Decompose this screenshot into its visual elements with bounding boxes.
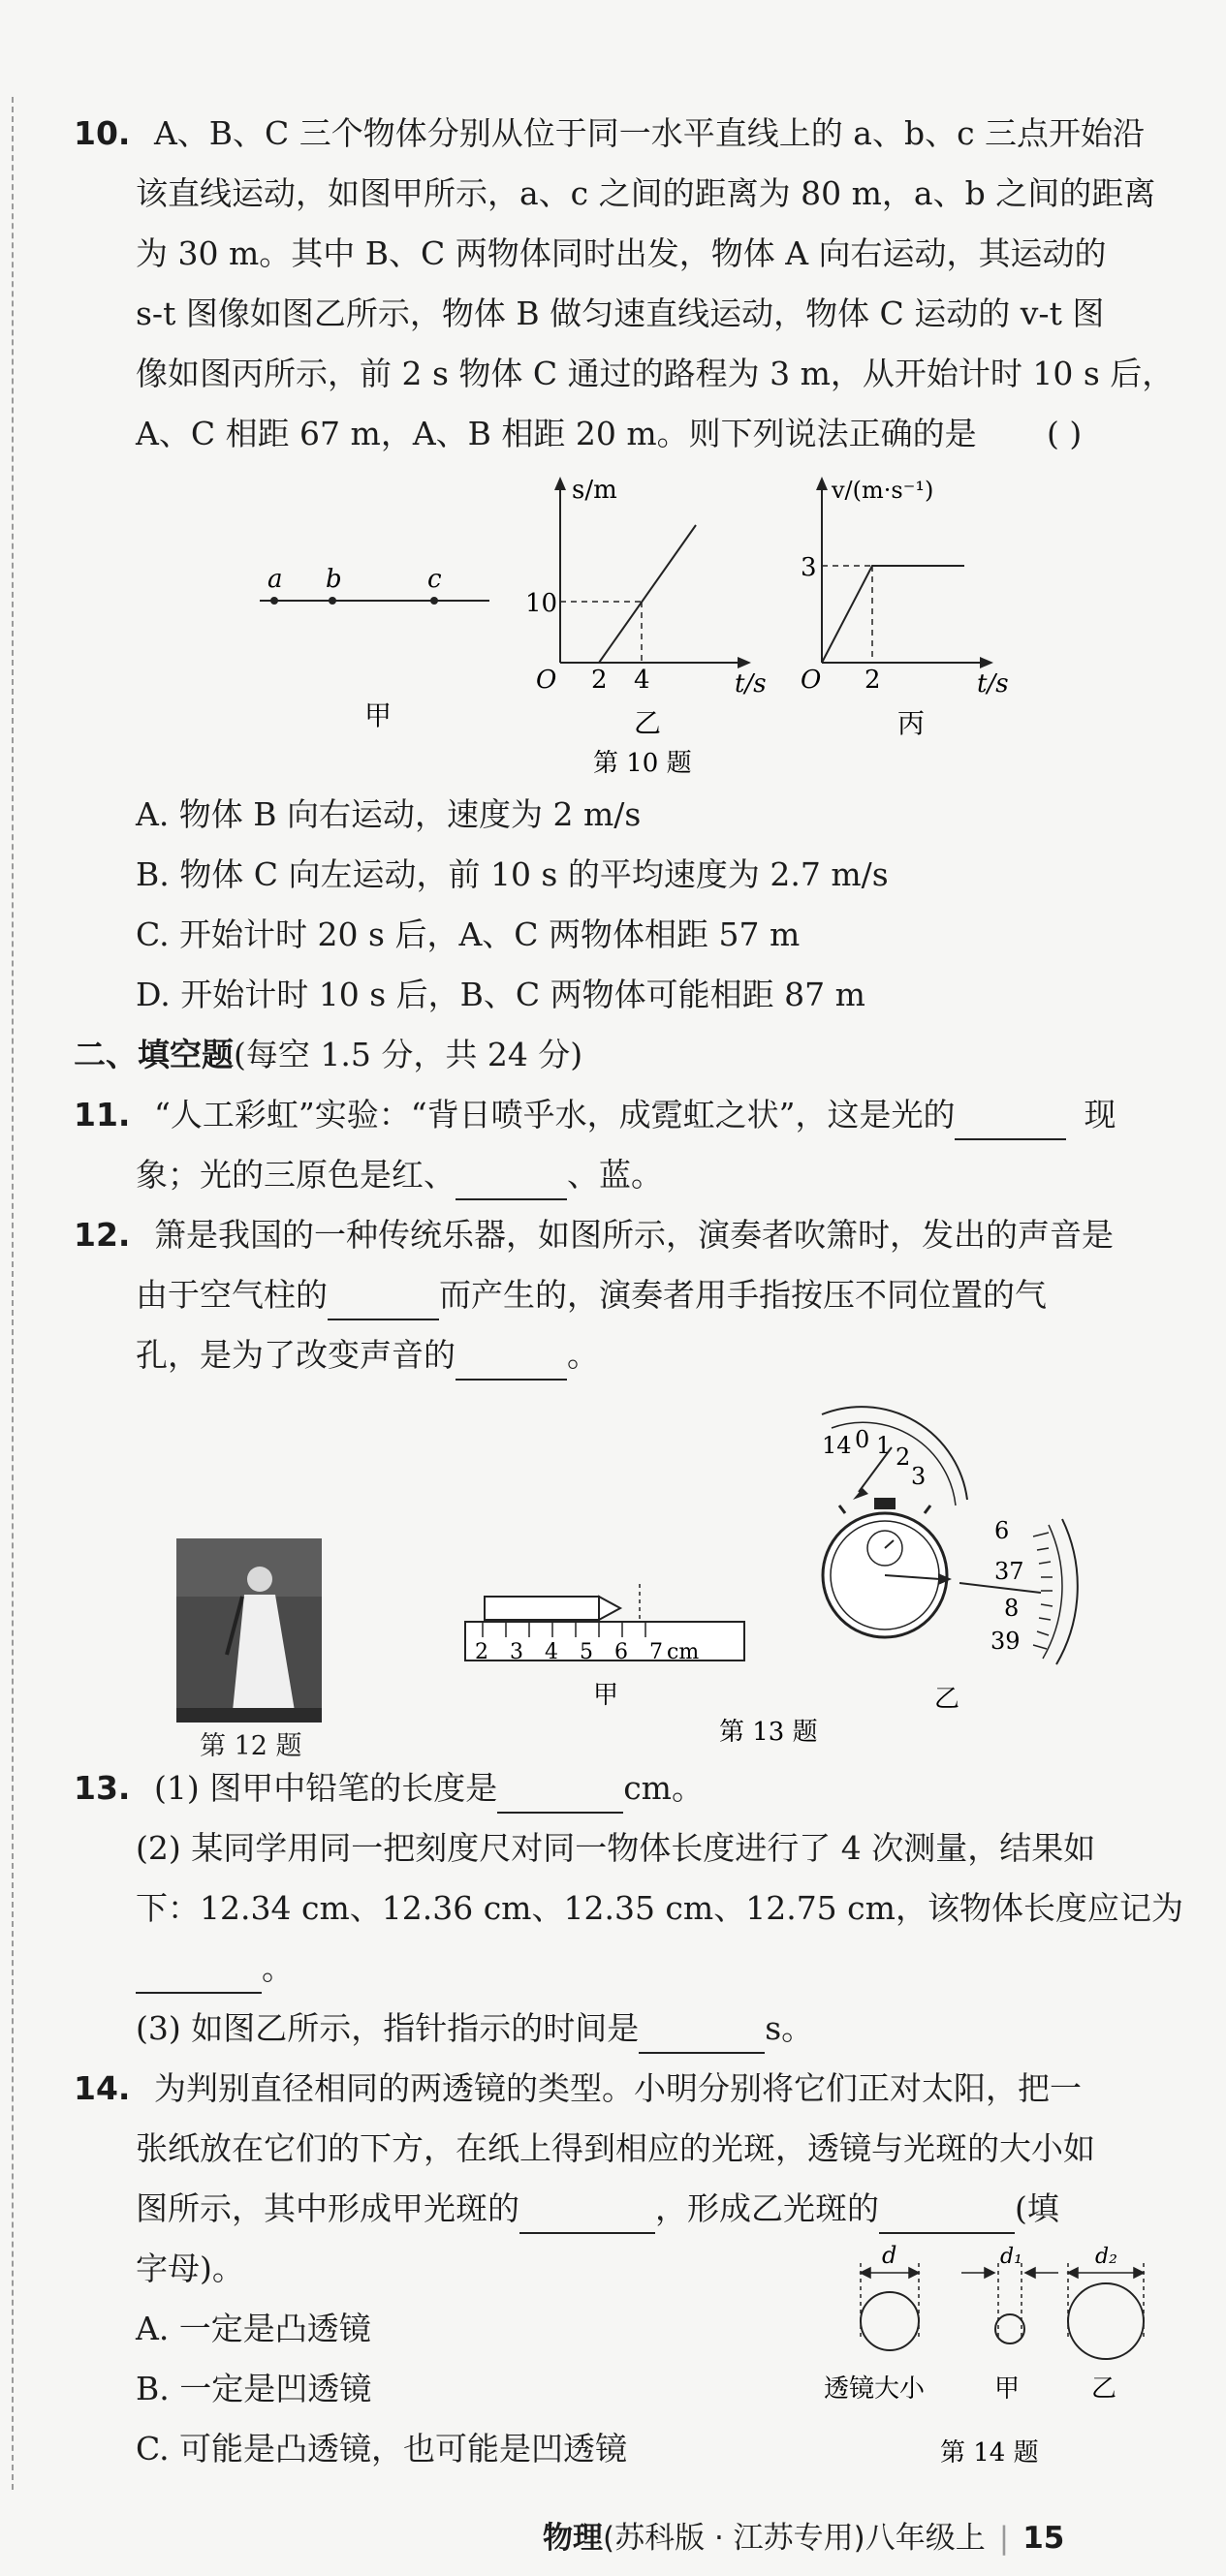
- fig10-bing-xlabel: t/s: [977, 669, 1009, 698]
- small-dial-3: 3: [911, 1463, 927, 1490]
- q12-blank-1[interactable]: [328, 1286, 439, 1320]
- section-2-title: 二、填空题: [74, 1036, 234, 1073]
- fig13-yi-label: 乙: [934, 1685, 960, 1714]
- fig13-jia-label: 甲: [593, 1681, 619, 1710]
- q14-option-b: B. 一定是凹透镜: [136, 2370, 372, 2407]
- fig10-yi-ytick: 10: [525, 589, 558, 618]
- small-dial-magnifier: [822, 1407, 967, 1505]
- ruler: [465, 1622, 744, 1664]
- q10-option-c: C. 开始计时 20 s 后，A、C 两物体相距 57 m: [136, 916, 801, 953]
- big-dial-magnifier: [959, 1517, 1078, 1664]
- q12-blank-2[interactable]: [456, 1346, 567, 1381]
- page-footer: [543, 2513, 1064, 2557]
- jia-diameter-label: d₁: [1000, 2245, 1022, 2269]
- q10-line-4: s-t 图像如图乙所示，物体 B 做匀速直线运动，物体 C 运动的 v-t 图: [136, 295, 1105, 332]
- q14-line-2: 张纸放在它们的下方，在纸上得到相应的光斑，透镜与光斑的大小如: [136, 2129, 1095, 2167]
- q14-number: 14.: [74, 2069, 131, 2107]
- q10-option-b: B. 物体 C 向左运动，前 10 s 的平均速度为 2.7 m/s: [136, 855, 889, 893]
- q14-option-c: C. 可能是凸透镜，也可能是凹透镜: [136, 2430, 628, 2467]
- ruler-tick-6: 6: [614, 1640, 628, 1664]
- q13-part-3: (3) 如图乙所示，指针指示的时间是 s。: [136, 2003, 813, 2054]
- section-2-note: (每空 1.5 分，共 24 分): [234, 1036, 583, 1073]
- q10-option-a: A. 物体 B 向右运动，速度为 2 m/s: [136, 795, 642, 833]
- big-dial-39: 39: [990, 1628, 1021, 1655]
- fig10-yi-xlabel: t/s: [735, 669, 767, 698]
- q14-line-4: 字母)。: [136, 2250, 244, 2287]
- page-number: 15: [1022, 2521, 1065, 2556]
- small-dial-1: 1: [876, 1432, 892, 1459]
- q10-answer-paren: ( ): [1047, 415, 1083, 452]
- fig10-yi-xtick-4: 4: [634, 666, 650, 695]
- fig10-jia-label: 甲: [364, 699, 393, 731]
- q14-option-a: A. 一定是凸透镜: [136, 2310, 371, 2347]
- fig10-yi-label: 乙: [634, 707, 662, 739]
- point-b-label: b: [326, 565, 342, 594]
- fig10-bing-graph: [801, 477, 1009, 739]
- fig10-yi-ylabel: s/m: [572, 476, 617, 505]
- xiao-player-figure: [176, 1538, 322, 1723]
- q13-part-2-line-1: (2) 某同学用同一把刻度尺对同一物体长度进行了 4 次测量，结果如: [136, 1829, 1096, 1867]
- fig12-caption: 第 12 题: [200, 1731, 302, 1761]
- q10-option-d: D. 开始计时 10 s 后，B、C 两物体可能相距 87 m: [136, 976, 865, 1013]
- q13-part-2-line-2: 下：12.34 cm、12.36 cm、12.35 cm、12.75 cm，该物体长度应记为: [136, 1889, 1183, 1927]
- fig13-caption: 第 13 题: [719, 1718, 818, 1744]
- q10-line-5: 像如图丙所示，前 2 s 物体 C 通过的路程为 3 m，从开始计时 10 s 后，: [136, 355, 1175, 392]
- q11-blank-1[interactable]: [955, 1105, 1066, 1140]
- q10-line-1: 10. A、B、C 三个物体分别从位于同一水平直线上的 a、b、c 三点开始沿: [74, 114, 1146, 152]
- q14-line-3: 图所示，其中形成甲光斑的 ，形成乙光斑的 (填: [136, 2184, 1059, 2234]
- fig10-bing-origin: O: [801, 666, 822, 695]
- fig14-caption: 第 14 题: [940, 2438, 1039, 2467]
- small-dial-0: 0: [855, 1426, 870, 1453]
- point-c-label: c: [427, 565, 442, 594]
- footer-subject: 物理: [543, 2521, 603, 2556]
- xiao-player-photo: [176, 1538, 322, 1723]
- lens-size-label: 透镜大小: [824, 2374, 926, 2404]
- yi-spot-label: 乙: [1091, 2374, 1117, 2404]
- q12-line-1: 12. 箫是我国的一种传统乐器，如图所示，演奏者吹箫时，发出的声音是: [74, 1216, 1114, 1254]
- figure-13: [456, 1395, 1095, 1744]
- big-dial-37: 37: [994, 1558, 1024, 1585]
- small-dial-14: 14: [822, 1432, 852, 1459]
- q13-blank-3[interactable]: [639, 2019, 765, 2054]
- stopwatch: [823, 1498, 952, 1637]
- fig10-jia-line: [260, 565, 489, 731]
- figure-14: [824, 2228, 1192, 2490]
- q13-number: 13.: [74, 1769, 131, 1807]
- fig10-yi-xtick-2: 2: [591, 666, 608, 695]
- q10-number: 10.: [74, 114, 131, 152]
- binding-margin-line: [12, 97, 14, 2490]
- yi-diameter-label: d₂: [1095, 2245, 1117, 2269]
- figure-10: [0, 465, 1226, 785]
- q14-blank-1[interactable]: [519, 2199, 655, 2234]
- q11-number: 11.: [74, 1096, 131, 1133]
- ruler-tick-7: 7: [649, 1640, 663, 1664]
- q14-line-1: 14. 为判别直径相同的两透镜的类型。小明分别将它们正对太阳，把一: [74, 2069, 1082, 2107]
- small-dial-2: 2: [896, 1443, 911, 1471]
- q13-blank-2[interactable]: [136, 1959, 262, 1994]
- fig10-bing-label: 丙: [897, 707, 926, 739]
- ruler-tick-2: 2: [475, 1640, 488, 1664]
- q11-line-1: 11. “人工彩虹”实验：“背日喷乎水，成霓虹之状”，这是光的 现: [74, 1090, 1116, 1140]
- q12-line-2: 由于空气柱的 而产生的，演奏者用手指按压不同位置的气: [136, 1270, 1047, 1320]
- q13-blank-1[interactable]: [497, 1779, 623, 1814]
- fig10-yi-graph: [525, 476, 767, 739]
- jia-spot-label: 甲: [994, 2374, 1021, 2404]
- footer-edition: (苏科版 · 江苏专用)八年级上: [603, 2521, 986, 2556]
- ruler-unit: cm: [667, 1640, 700, 1664]
- fig10-bing-ytick: 3: [801, 553, 817, 582]
- q10-line-6: A、C 相距 67 m，A、B 相距 20 m。则下列说法正确的是: [136, 415, 977, 452]
- q10-line-3: 为 30 m。其中 B、C 两物体同时出发，物体 A 向右运动，其运动的: [136, 234, 1107, 272]
- ruler-tick-4: 4: [545, 1640, 558, 1664]
- q12-number: 12.: [74, 1216, 131, 1254]
- fig10-caption: 第 10 题: [593, 749, 692, 778]
- fig10-yi-origin: O: [536, 666, 557, 695]
- fig10-bing-ylabel: v/(m·s⁻¹): [832, 477, 934, 504]
- section-2-heading: [74, 1030, 582, 1080]
- big-dial-6: 6: [994, 1517, 1010, 1544]
- ruler-tick-3: 3: [510, 1640, 523, 1664]
- point-a-label: a: [267, 565, 283, 594]
- ruler-tick-5: 5: [580, 1640, 593, 1664]
- fig10-bing-xtick-2: 2: [864, 666, 881, 695]
- footer-separator: |: [998, 2521, 1010, 2556]
- q10-line-2: 该直线运动，如图甲所示，a、c 之间的距离为 80 m，a、b 之间的距离: [136, 174, 1156, 212]
- q13-part-2-line-3: 。: [136, 1943, 294, 1994]
- q12-line-3: 孔，是为了改变声音的 。: [136, 1330, 599, 1381]
- lens-diameter-label: d: [882, 2242, 897, 2269]
- q13-part-1: 13. (1) 图甲中铅笔的长度是 cm。: [74, 1763, 704, 1814]
- big-dial-8: 8: [1004, 1595, 1020, 1622]
- q11-blank-2[interactable]: [456, 1165, 567, 1200]
- q11-line-2: 象；光的三原色是红、 、蓝。: [136, 1150, 663, 1200]
